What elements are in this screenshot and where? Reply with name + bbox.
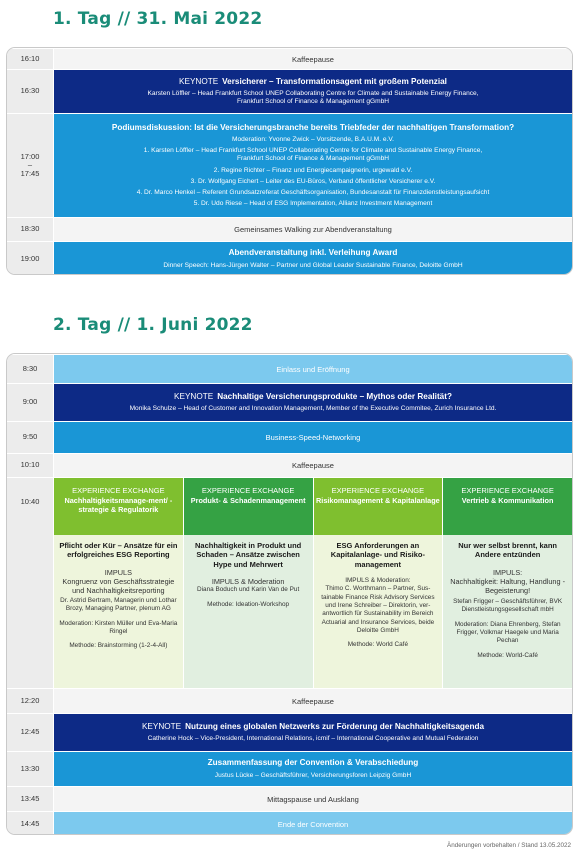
session-title: Nutzung eines globalen Netzwerks zur Förderung der Nachhaltigkeitsagenda xyxy=(185,721,485,731)
exchange-body xyxy=(184,535,313,688)
session-label: Kaffeepause xyxy=(292,54,334,64)
exchange-body xyxy=(443,535,572,688)
session-text xyxy=(54,354,572,383)
session-title: Podiumsdiskussion: Ist die Versicherungsbranche bereits Triebfeder der nachhaltigen Transformation? xyxy=(111,122,515,132)
schedule-row xyxy=(7,69,572,113)
schedule-row xyxy=(7,241,572,275)
panel-session xyxy=(54,113,572,217)
speaker-line: Justus Lücke – Geschäftsführer, Versicherungsforen Leipzig GmbH xyxy=(214,771,412,779)
exchange-label: EXPERIENCE EXCHANGE xyxy=(201,486,295,495)
schedule-row xyxy=(7,113,572,217)
session-text xyxy=(54,453,572,477)
evening-session xyxy=(54,241,572,275)
impuls-people: Thimo C. Worthmann – Partner, Sus-tainable Finance Risk Advisory Services und Irene Schreiber – Direktorin, ver-antwortlich für Sustainability im Bereich Actuarial and Insurance Services, beide Deloitte GmbH xyxy=(321,585,435,635)
session-label: Kaffeepause xyxy=(292,461,334,470)
schedule-row xyxy=(7,811,572,835)
exchange-header xyxy=(443,478,572,535)
exchange-title: ESG Anforderungen an Kapitalanlage- und Risiko-management xyxy=(330,541,425,569)
schedule-row xyxy=(7,48,572,69)
impuls-people: Diana Boduch und Karin Van de Put xyxy=(197,586,300,594)
panelist-line: 2. Regine Richter – Finanz und Energiecampaignerin, urgewald e.V. xyxy=(213,166,413,174)
schedule-row xyxy=(7,421,572,453)
session-title: Abendveranstaltung inkl. Verleihung Award xyxy=(228,248,398,258)
time-separator: – xyxy=(27,160,33,170)
keynote-label: KEYNOTE xyxy=(141,721,182,731)
time-slot: 12:20 xyxy=(7,688,53,713)
schedule-row xyxy=(7,713,572,751)
time-slot: 16:10 xyxy=(7,48,53,69)
exchange-header xyxy=(54,478,183,535)
session-label: Business-Speed-Networking xyxy=(265,433,361,442)
time-slot: 10:40 xyxy=(7,477,53,688)
speaker-line: Karsten Löffler – Head Frankfurt School UNEP Collaborating Centre for Climate and Sustainable Energy Finance, xyxy=(147,89,479,97)
exchange-topic: Nachhaltigkeitsmanage-ment/ -strategie & Regulatorik xyxy=(64,496,173,515)
exchange-topic: Risikomanagement & Kapitalanlage xyxy=(316,496,440,505)
exchange-header xyxy=(314,478,443,535)
session-title: Zusammenfassung der Convention & Verabschiedung xyxy=(207,758,419,768)
time-start: 17:00 xyxy=(20,151,40,161)
time-slot: 18:30 xyxy=(7,217,53,241)
panelist-line: 3. Dr. Wolfgang Eichert – Leiter des EU-Büros, Verband öffentlicher Versicherer e.V. xyxy=(190,177,436,185)
exchange-title: Nur wer selbst brennt, kann Andere entzünden xyxy=(458,541,558,560)
session-label: Mittagspause und Ausklang xyxy=(267,794,359,804)
exchange-column xyxy=(443,478,572,688)
keynote-session xyxy=(54,69,572,113)
impuls-people: Dr. Astrid Bertram, Managerin und Lothar Brozy, Managing Partner, plenum AG xyxy=(60,597,177,613)
moderation-line: Moderation: Yvonne Zwick – Vorsitzende, B.A.U.M. e.V. xyxy=(232,135,394,143)
moderation-text: Moderation: Diana Ehrenberg, Stefan Frigger, Volkmar Haegele und Maria Pechan xyxy=(454,620,561,645)
time-slot: 14:45 xyxy=(7,811,53,835)
schedule-row xyxy=(7,751,572,786)
keynote-label: KEYNOTE xyxy=(179,76,219,86)
time-slot: 13:30 xyxy=(7,751,53,786)
exchange-body xyxy=(54,535,183,688)
time-slot: 8:30 xyxy=(7,354,53,383)
time-slot: 19:00 xyxy=(7,241,53,275)
speaker-line: Monika Schulze – Head of Customer and Innovation Management, Member of the Executive Commitee, Zurich Insurance Ltd. xyxy=(129,405,497,412)
impuls-people: Stefan Frigger – Geschäftsführer, BVK Dienstleistungsgesellschaft mbH xyxy=(453,598,563,614)
session-label: Kaffeepause xyxy=(292,696,334,706)
schedule-row xyxy=(7,354,572,383)
keynote-label: KEYNOTE xyxy=(174,391,214,401)
impuls-label: IMPULS & Moderation xyxy=(211,577,285,587)
time-end: 17:45 xyxy=(20,168,40,178)
time-slot: 9:00 xyxy=(7,383,53,421)
method-text: Methode: World-Café xyxy=(477,651,538,659)
exchange-label: EXPERIENCE EXCHANGE xyxy=(461,486,554,495)
panelist-line: 4. Dr. Marco Henkel – Referent Grundsatzreferat Geschäftsorganisation, Bundesanstalt für Finanzdienstleistungsaufsicht xyxy=(136,188,490,196)
schedule-row xyxy=(7,688,572,713)
exchange-column xyxy=(54,478,184,688)
session-text xyxy=(54,786,572,811)
impuls-text: Kongruenz von Geschäftsstrategie und Nachhaltigkeitsreporting xyxy=(62,576,175,595)
panelist-line: 5. Dr. Udo Riese – Head of ESG Implementation, Allianz Investment Management xyxy=(193,200,433,208)
session-text xyxy=(54,811,572,835)
schedule-row xyxy=(7,217,572,241)
method-text: Methode: World Café xyxy=(347,641,409,649)
day-1-title: 1. Tag // 31. Mai 2022 xyxy=(53,9,263,29)
panelist-line: 1. Karsten Löffler – Head Frankfurt School UNEP Collaborating Centre for Climate and Sustainable Energy Finance, xyxy=(143,147,483,155)
session-label: Gemeinsames Walking zur Abendveranstaltung xyxy=(234,225,392,234)
exchange-topic: Produkt- & Schadenmanagement xyxy=(190,496,306,505)
exchange-topic: Vertrieb & Kommunikation xyxy=(461,496,554,505)
impuls-text: Nachhaltigkeit: Haltung, Handlung - Begeisterung! xyxy=(450,576,566,595)
keynote-session xyxy=(54,383,572,421)
speaker-line: Frankfurt School of Finance & Management gGmbH xyxy=(236,98,390,106)
method-text: Methode: Brainstorming (1-2-4-All) xyxy=(69,642,168,650)
keynote-session xyxy=(54,713,572,751)
exchange-title: Nachhaltigkeit in Produkt und Schaden – Ansätze zwischen Hype und Mehrwert xyxy=(194,541,302,569)
schedule-row xyxy=(7,383,572,421)
time-slot: 12:45 xyxy=(7,713,53,751)
day-2-title: 2. Tag // 1. Juni 2022 xyxy=(53,315,253,335)
time-slot: 9:50 xyxy=(7,421,53,453)
schedule-row xyxy=(7,786,572,811)
exchange-label: EXPERIENCE EXCHANGE xyxy=(72,486,165,495)
moderation-text: Moderation: Kirsten Müller und Eva-Maria Ringel xyxy=(59,619,178,636)
session-label: Ende der Convention xyxy=(277,819,349,829)
exchange-label: EXPERIENCE EXCHANGE xyxy=(331,486,425,495)
session-text xyxy=(54,217,572,241)
time-slot: 16:30 xyxy=(7,69,53,113)
experience-exchange-grid xyxy=(54,477,572,688)
exchange-column xyxy=(314,478,444,688)
time-slot xyxy=(7,113,53,217)
closing-session xyxy=(54,751,572,786)
impuls-label: IMPULS xyxy=(104,567,132,577)
schedule-row xyxy=(7,453,572,477)
time-slot: 10:10 xyxy=(7,453,53,477)
footer-note: Änderungen vorbehalten / Stand 13.05.2022 xyxy=(447,842,571,849)
method-text: Methode: Ideation-Workshop xyxy=(207,600,290,608)
exchange-body xyxy=(314,535,443,688)
exchange-column xyxy=(184,478,314,688)
session-text xyxy=(54,688,572,713)
day-1-schedule xyxy=(6,47,573,275)
schedule-row xyxy=(7,477,572,688)
time-slot: 13:45 xyxy=(7,786,53,811)
panelist-line: Frankfurt School of Finance & Management gGmbH xyxy=(236,155,390,163)
session-title: Versicherer – Transformationsagent mit großem Potenzial xyxy=(222,76,447,86)
day-2-schedule xyxy=(6,353,573,835)
session-text xyxy=(54,421,572,453)
exchange-title: Pflicht oder Kür – Ansätze für ein erfolgreiches ESG Reporting xyxy=(59,541,178,560)
speaker-line: Dinner Speech: Hans-Jürgen Walter – Partner und Global Leader Sustainable Finance, Deloitte GmbH xyxy=(163,261,463,269)
session-text xyxy=(54,48,572,69)
impuls-label: IMPULS & Moderation: xyxy=(345,577,411,585)
session-title: Nachhaltige Versicherungsprodukte – Mythos oder Realität? xyxy=(217,391,452,401)
impuls-label: IMPULS: xyxy=(493,567,523,577)
exchange-header xyxy=(184,478,313,535)
session-label: Einlass und Eröffnung xyxy=(276,364,350,374)
speaker-line: Catherine Hock – Vice-President, International Relations, icmif – International Cooperative and Mutual Federation xyxy=(147,735,479,742)
